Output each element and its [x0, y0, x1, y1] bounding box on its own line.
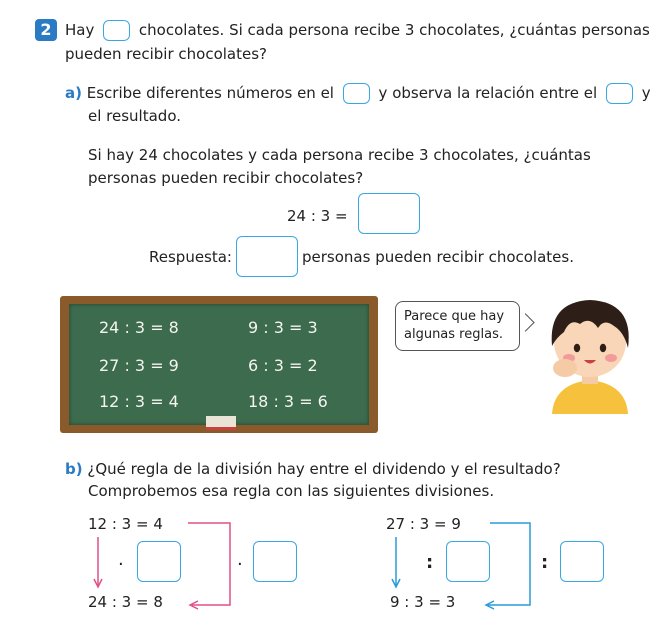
answer-box-result[interactable]	[606, 83, 633, 104]
speech-bubble	[395, 301, 520, 351]
part-a-text-3: y	[641, 84, 651, 102]
left-factor-box[interactable]	[137, 541, 181, 582]
problem-line-1	[65, 20, 650, 41]
right-operator-colon: :	[426, 552, 434, 573]
part-a-line-1	[65, 83, 651, 104]
problem-text-rest: chocolates. Si cada persona recibe 3 chocolates, ¿cuántas personas	[138, 21, 650, 39]
right-top-equation: 27 : 3 = 9	[386, 515, 461, 533]
speech-line-2: algunas reglas.	[404, 327, 503, 342]
answer-suffix: personas pueden recibir chocolates.	[302, 248, 574, 266]
question-line-2: personas pueden recibir chocolates?	[88, 169, 364, 187]
part-b-line-1	[65, 459, 561, 479]
answer-box-chocolates[interactable]	[103, 20, 130, 41]
problem-text-hay: Hay	[65, 21, 95, 39]
part-a-line-2: el resultado.	[88, 107, 181, 125]
part-a-label: a)	[65, 84, 82, 102]
chalkboard-eraser	[206, 416, 236, 430]
answer-box-dividend[interactable]	[343, 83, 370, 104]
equation-24-div-3: 24 : 3 =	[287, 207, 348, 225]
question-line-1: Si hay 24 chocolates y cada persona recibe 3 chocolates, ¿cuántas	[88, 146, 591, 164]
speech-line-1: Parece que hay	[404, 309, 505, 324]
left-top-equation: 12 : 3 = 4	[88, 515, 163, 533]
right-factor-box[interactable]	[446, 541, 490, 582]
board-equation: 9 : 3 = 3	[248, 318, 318, 337]
board-equation: 6 : 3 = 2	[248, 356, 318, 375]
part-b-label: b)	[65, 460, 83, 478]
right-bottom-equation: 9 : 3 = 3	[390, 593, 456, 611]
right-result-operator-colon: :	[541, 552, 549, 573]
answer-label: Respuesta:	[149, 248, 232, 266]
board-equation: 12 : 3 = 4	[99, 392, 179, 411]
equation-answer-box[interactable]	[358, 193, 420, 234]
board-equation: 18 : 3 = 6	[248, 392, 328, 411]
part-b-line-2: Comprobemos esa regla con las siguientes divisiones.	[88, 482, 495, 500]
problem-line-2: pueden recibir chocolates?	[65, 45, 267, 63]
left-bottom-equation: 24 : 3 = 8	[88, 593, 163, 611]
child-illustration	[540, 288, 640, 414]
right-operator-dot: ·	[237, 554, 243, 575]
left-operator-dot: ·	[118, 554, 124, 575]
problem-number-badge: 2	[35, 19, 57, 41]
right-result-factor-box[interactable]	[560, 541, 604, 582]
left-result-factor-box[interactable]	[253, 541, 297, 582]
answer-people-box[interactable]	[236, 236, 298, 277]
board-equation: 24 : 3 = 8	[99, 318, 179, 337]
board-equation: 27 : 3 = 9	[99, 356, 179, 375]
part-a-text-2: y observa la relación entre el	[378, 84, 598, 102]
part-b-text-1: ¿Qué regla de la división hay entre el dividendo y el resultado?	[87, 460, 561, 478]
part-a-text-1: Escribe diferentes números en el	[86, 84, 334, 102]
